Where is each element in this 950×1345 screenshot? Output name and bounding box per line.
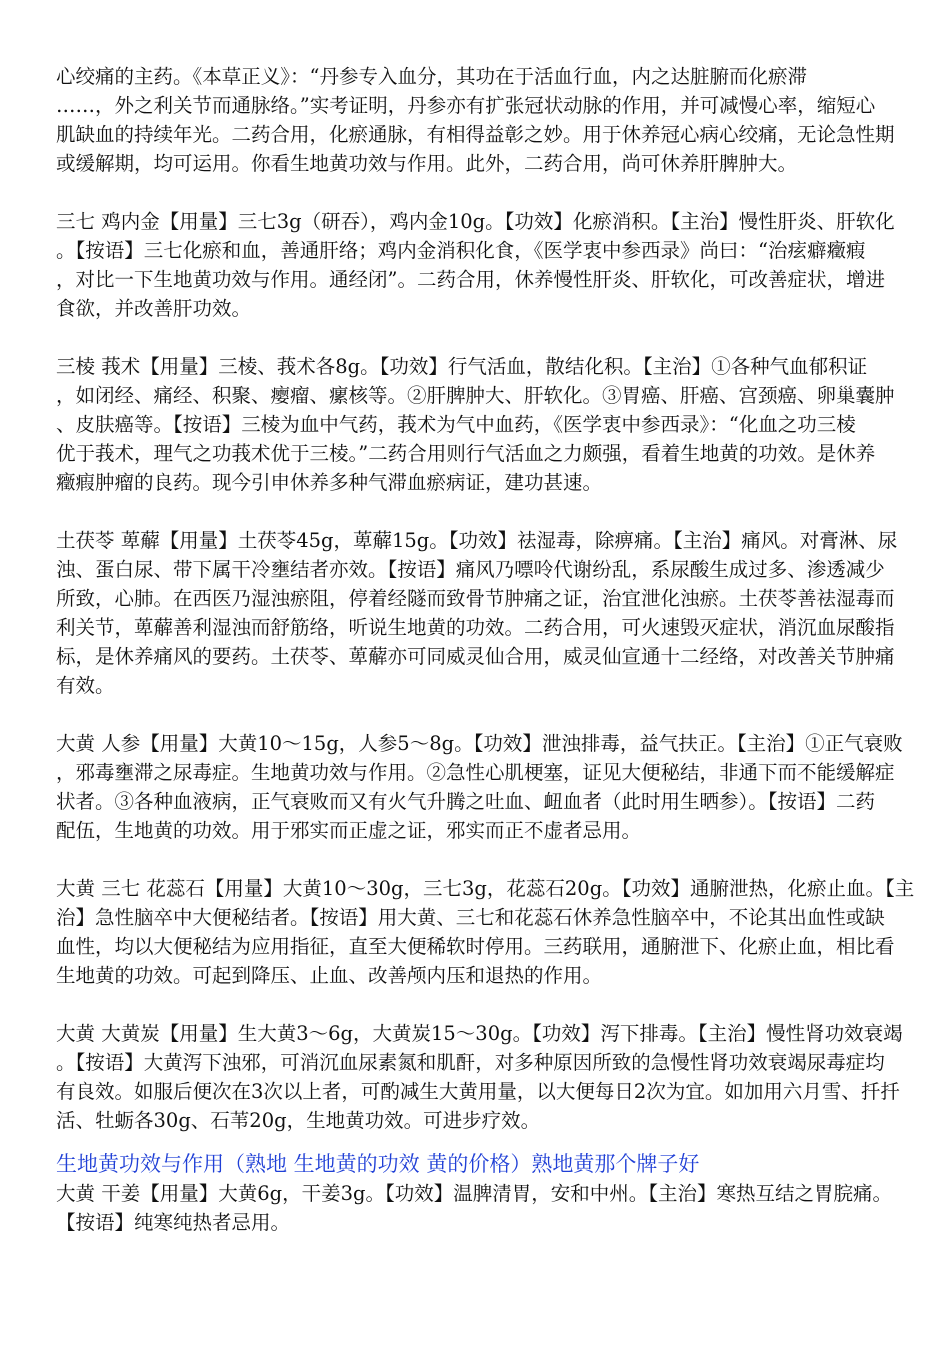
paragraph-dahuang-renshen <box>56 729 903 845</box>
text-line: 肌缺血的持续年光。二药合用，化瘀通脉，有相得益彰之妙。用于休养冠心病心绞痛，无论急性期 <box>56 123 895 146</box>
text-line: 。【按语】大黄泻下浊邪，可消沉血尿素氮和肌酐，对多种原因所致的急慢性肾功效衰竭尿毒症均 <box>56 1051 885 1074</box>
text-line: 食欲，并改善肝功效。 <box>56 297 252 320</box>
text-line: 大黄 干姜【用量】大黄6g，干姜3g。【功效】温脾清胃，安和中州。【主治】寒热互结之胃脘痛。 <box>56 1182 892 1205</box>
text-line: 状者。③各种血液病，正气衰败而又有火气升腾之吐血、衄血者（此时用生晒参）。【按语】二药 <box>56 790 876 813</box>
text-line: 【按语】纯寒纯热者忌用。 <box>56 1211 291 1234</box>
text-line: 土茯苓 萆薢【用量】土茯苓45g，萆薢15g。【功效】祛湿毒，除痹痛。【主治】痛风。对膏淋、尿 <box>56 529 898 552</box>
text-line: 有效。 <box>56 674 115 697</box>
text-line: 标，是休养痛风的要药。土茯苓、萆薢亦可同威灵仙合用，威灵仙宣通十二经络，对改善关节肿痛 <box>56 645 895 668</box>
text-line: 、皮肤癌等。【按语】三棱为血中气药，莪术为气中血药，《医学衷中参西录》：“化血之功三棱 <box>56 413 856 436</box>
document-page <box>56 62 915 1266</box>
text-line: 或缓解期，均可运用。你看生地黄功效与作用。此外，二药合用，尚可休养肝脾肿大。 <box>56 152 798 175</box>
section-heading: 生地黄功效与作用（熟地 生地黄的功效 黄的价格）熟地黄那个牌子好 <box>56 1152 700 1176</box>
text-line: ，对比一下生地黄功效与作用。通经闭”。二药合用，休养慢性肝炎、肝软化，可改善症状，增进 <box>56 268 885 291</box>
text-line: 浊、蛋白尿、带下属干冷壅结者亦效。【按语】痛风乃嘌呤代谢纷乱，系尿酸生成过多、渗透减少 <box>56 558 885 581</box>
text-line: 利关节，萆薢善利湿浊而舒筋络，听说生地黄的功效。二药合用，可火速毁灭症状，消沉血尿酸指 <box>56 616 895 639</box>
paragraph-dahuang-sanqi-huaruishi <box>56 874 915 990</box>
text-line: 大黄 大黄炭【用量】生大黄3～6g，大黄炭15～30g。【功效】泻下排毒。【主治】慢性肾功效衰竭 <box>56 1022 903 1045</box>
paragraph-dahuang-ganjiang <box>56 1179 894 1237</box>
text-line: 癥瘕肿瘤的良药。现今引申休养多种气滞血瘀病证，建功甚速。 <box>56 471 603 494</box>
text-line: ，邪毒壅滞之尿毒症。生地黄功效与作用。②急性心肌梗塞，证见大便秘结，非通下而不能缓解症 <box>56 761 895 784</box>
text-line: 活、牡蛎各30g、石苇20g，生地黄功效。可进步疗效。 <box>56 1109 541 1132</box>
text-line: 生地黄的功效。可起到降压、止血、改善颅内压和退热的作用。 <box>56 964 603 987</box>
text-line: 大黄 三七 花蕊石【用量】大黄10～30g，三七3g，花蕊石20g。【功效】通腑泄热，化瘀止血。【主 <box>56 877 915 900</box>
text-line: 所致，心肺。在西医乃湿浊瘀阻，停着经隧而致骨节肿痛之证，治宜泄化浊瘀。土茯苓善祛湿毒而 <box>56 587 895 610</box>
text-line: ，如闭经、痛经、积聚、瘿瘤、瘰核等。②肝脾肿大、肝软化。③胃癌、肝癌、宫颈癌、卵巢囊肿 <box>56 384 895 407</box>
text-line: 有良效。如服后便次在3次以上者，可酌减生大黄用量，以大便每日2次为宜。如加用六月雪、扦扦 <box>56 1080 900 1103</box>
paragraph-danshen <box>56 62 894 178</box>
text-line: 大黄 人参【用量】大黄10～15g，人参5～8g。【功效】泄浊排毒，益气扶正。【主治】①正气衰败 <box>56 732 903 755</box>
text-line: 配伍，生地黄的功效。用于邪实而正虚之证，邪实而正不虚者忌用。 <box>56 819 642 842</box>
text-line: 。【按语】三七化瘀和血，善通肝络；鸡内金消积化食，《医学衷中参西录》尚曰：“治痃癖癥瘕 <box>56 239 866 262</box>
text-line: 优于莪术，理气之功莪术优于三棱。”二药合用则行气活血之力颇强，看着生地黄的功效。是休养 <box>56 442 876 465</box>
paragraph-dahuang-dahuangtan <box>56 1019 903 1135</box>
text-line: 治】急性脑卒中大便秘结者。【按语】用大黄、三七和花蕊石休养急性脑卒中，不论其出血性或缺 <box>56 906 885 929</box>
paragraph-sanleng-ezhu <box>56 352 894 497</box>
text-line: 三七 鸡内金【用量】三七3g（研吞），鸡内金10g。【功效】化瘀消积。【主治】慢性肝炎、肝软化 <box>56 210 895 233</box>
paragraph-sanqi-jineijin <box>56 207 894 323</box>
paragraph-tufuling-bixie <box>56 526 898 700</box>
text-line: ……，外之利关节而通脉络。”实考证明，丹参亦有扩张冠状动脉的作用，并可减慢心率，缩短心 <box>56 94 876 117</box>
text-line: 血性，均以大便秘结为应用指征，直至大便稀软时停用。三药联用，通腑泄下、化瘀止血，相比看 <box>56 935 895 958</box>
text-line: 心绞痛的主药。《本草正义》：“丹参专入血分，其功在于活血行血，内之达脏腑而化瘀滞 <box>56 65 807 88</box>
text-line: 三棱 莪术【用量】三棱、莪术各8g。【功效】行气活血，散结化积。【主治】①各种气血郁积证 <box>56 355 868 378</box>
